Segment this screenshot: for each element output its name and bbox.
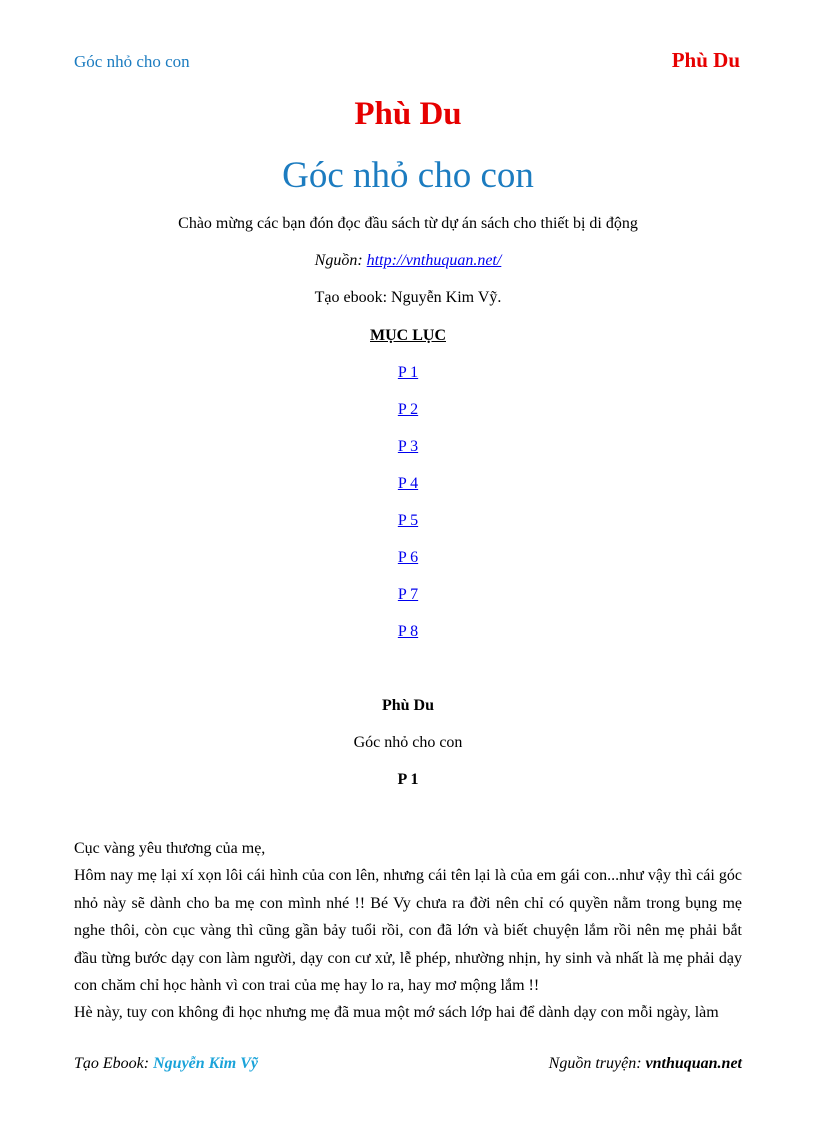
footer-separator: :	[143, 1055, 154, 1072]
footer-source-label: Nguồn truyện	[548, 1055, 637, 1072]
title-book: Góc nhỏ cho con	[282, 155, 534, 196]
title-author: Phù Du	[354, 96, 462, 132]
toc-link-p8[interactable]: P 8	[397, 623, 419, 640]
toc-link-p2[interactable]: P 2	[397, 401, 419, 418]
body-greeting: Cục vàng yêu thương của mẹ,	[74, 840, 266, 857]
body-paragraph: Hôm nay mẹ lại xí xọn lôi cái hình của con lên, nhưng cái tên lại là của em gái con...như vậy thì cái góc nhỏ này sẽ dành cho ba mẹ con mình nhé !! Bé Vy chưa ra đời nên chỉ có quyền nằm trong bụng mẹ nghe thôi, còn cục vàng thì cũng gần bảy tuổi rồi, con đã lớn và biết chuyện lắm rồi nên mẹ phải bắt đầu từng bước dạy con làm người, dạy con cư xử, lễ phép, nhường nhịn, hy sinh và nhất là mẹ phải dạy con chăm chỉ học hành vì con trai của mẹ hay lo ra, hay mơ mộng lắm !!	[74, 867, 742, 995]
toc-link-p6[interactable]: P 6	[397, 549, 419, 566]
toc-link-p5[interactable]: P 5	[397, 512, 419, 529]
footer-source-site: vnthuquan.net	[645, 1055, 742, 1072]
body-paragraph: Hè này, tuy con không đi học nhưng mẹ đã mua một mớ sách lớp hai để dành dạy con mỗi ngày, làm	[74, 1004, 719, 1022]
source-label: Nguồn:	[314, 252, 367, 269]
toc-link-p1[interactable]: P 1	[397, 364, 419, 381]
ebook-creator: Tạo ebook: Nguyễn Kim Vỹ.	[314, 289, 502, 306]
section-book-title: Góc nhỏ cho con	[353, 734, 463, 751]
header-author: Phù Du	[671, 48, 740, 72]
toc-link-p7[interactable]: P 7	[397, 586, 419, 603]
table-of-contents	[0, 364, 816, 660]
footer-separator: :	[636, 1055, 646, 1072]
header-book-title: Góc nhỏ cho con	[74, 52, 190, 71]
footer-source-credit	[549, 1055, 742, 1073]
toc-link-p3[interactable]: P 3	[397, 438, 419, 455]
toc-title: MỤC LỤC	[370, 327, 446, 344]
footer-ebook-name: Nguyễn Kim Vỹ	[153, 1055, 258, 1072]
source-link[interactable]: http://vnthuquan.net/	[366, 252, 502, 269]
section-part-heading: P 1	[397, 771, 419, 788]
body-text	[74, 835, 742, 1027]
source-line	[0, 252, 816, 270]
footer-ebook-credit	[74, 1055, 258, 1073]
welcome-text: Chào mừng các bạn đón đọc đầu sách từ dự án sách cho thiết bị di động	[178, 215, 638, 232]
section-author: Phù Du	[381, 697, 435, 714]
footer-ebook-label: Tạo Ebook	[74, 1055, 144, 1072]
toc-link-p4[interactable]: P 4	[397, 475, 419, 492]
